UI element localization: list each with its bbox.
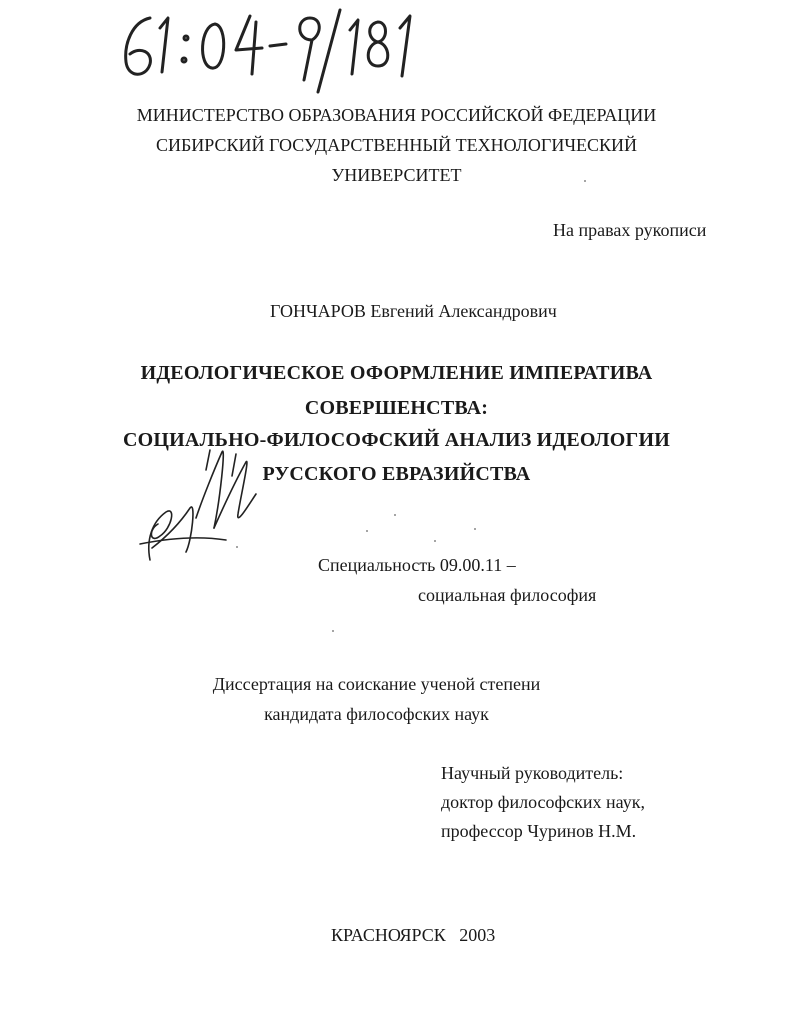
title-line2: СОВЕРШЕНСТВА: bbox=[304, 397, 489, 419]
scan-speck bbox=[366, 530, 368, 532]
degree-line2: кандидата философских наук bbox=[264, 704, 489, 724]
author-name: ГОНЧАРОВ Евгений Александрович bbox=[270, 301, 557, 321]
title-line1: ИДЕОЛОГИЧЕСКОЕ ОФОРМЛЕНИЕ ИМПЕРАТИВА bbox=[140, 362, 653, 384]
supervisor-degree: доктор философских наук, bbox=[441, 792, 645, 812]
supervisor-name: профессор Чуринов Н.М. bbox=[441, 821, 637, 841]
manuscript-note: На правах рукописи bbox=[553, 220, 707, 240]
scan-speck bbox=[434, 540, 436, 542]
university-name-line2: УНИВЕРСИТЕТ bbox=[331, 165, 462, 185]
scan-speck bbox=[332, 630, 334, 632]
university-name-line1: СИБИРСКИЙ ГОСУДАРСТВЕННЫЙ ТЕХНОЛОГИЧЕСКИЙ bbox=[155, 135, 638, 155]
scan-speck bbox=[474, 528, 476, 530]
scan-speck bbox=[236, 546, 238, 548]
title-line3: СОЦИАЛЬНО-ФИЛОСОФСКИЙ АНАЛИЗ ИДЕОЛОГИИ bbox=[123, 429, 670, 451]
city-year: КРАСНОЯРСК 2003 bbox=[331, 925, 496, 945]
specialty-line2: социальная философия bbox=[418, 585, 597, 605]
specialty-line1: Специальность 09.00.11 – bbox=[318, 555, 516, 575]
scan-speck bbox=[584, 180, 586, 182]
ministry-name: МИНИСТЕРСТВО ОБРАЗОВАНИЯ РОССИЙСКОЙ ФЕДЕРАЦИИ bbox=[136, 105, 657, 125]
scan-speck bbox=[394, 514, 396, 516]
title-line4: РУССКОГО ЕВРАЗИЙСТВА bbox=[262, 463, 531, 485]
supervisor-label: Научный руководитель: bbox=[441, 763, 624, 783]
degree-line1: Диссертация на соискание ученой степени bbox=[212, 674, 541, 694]
